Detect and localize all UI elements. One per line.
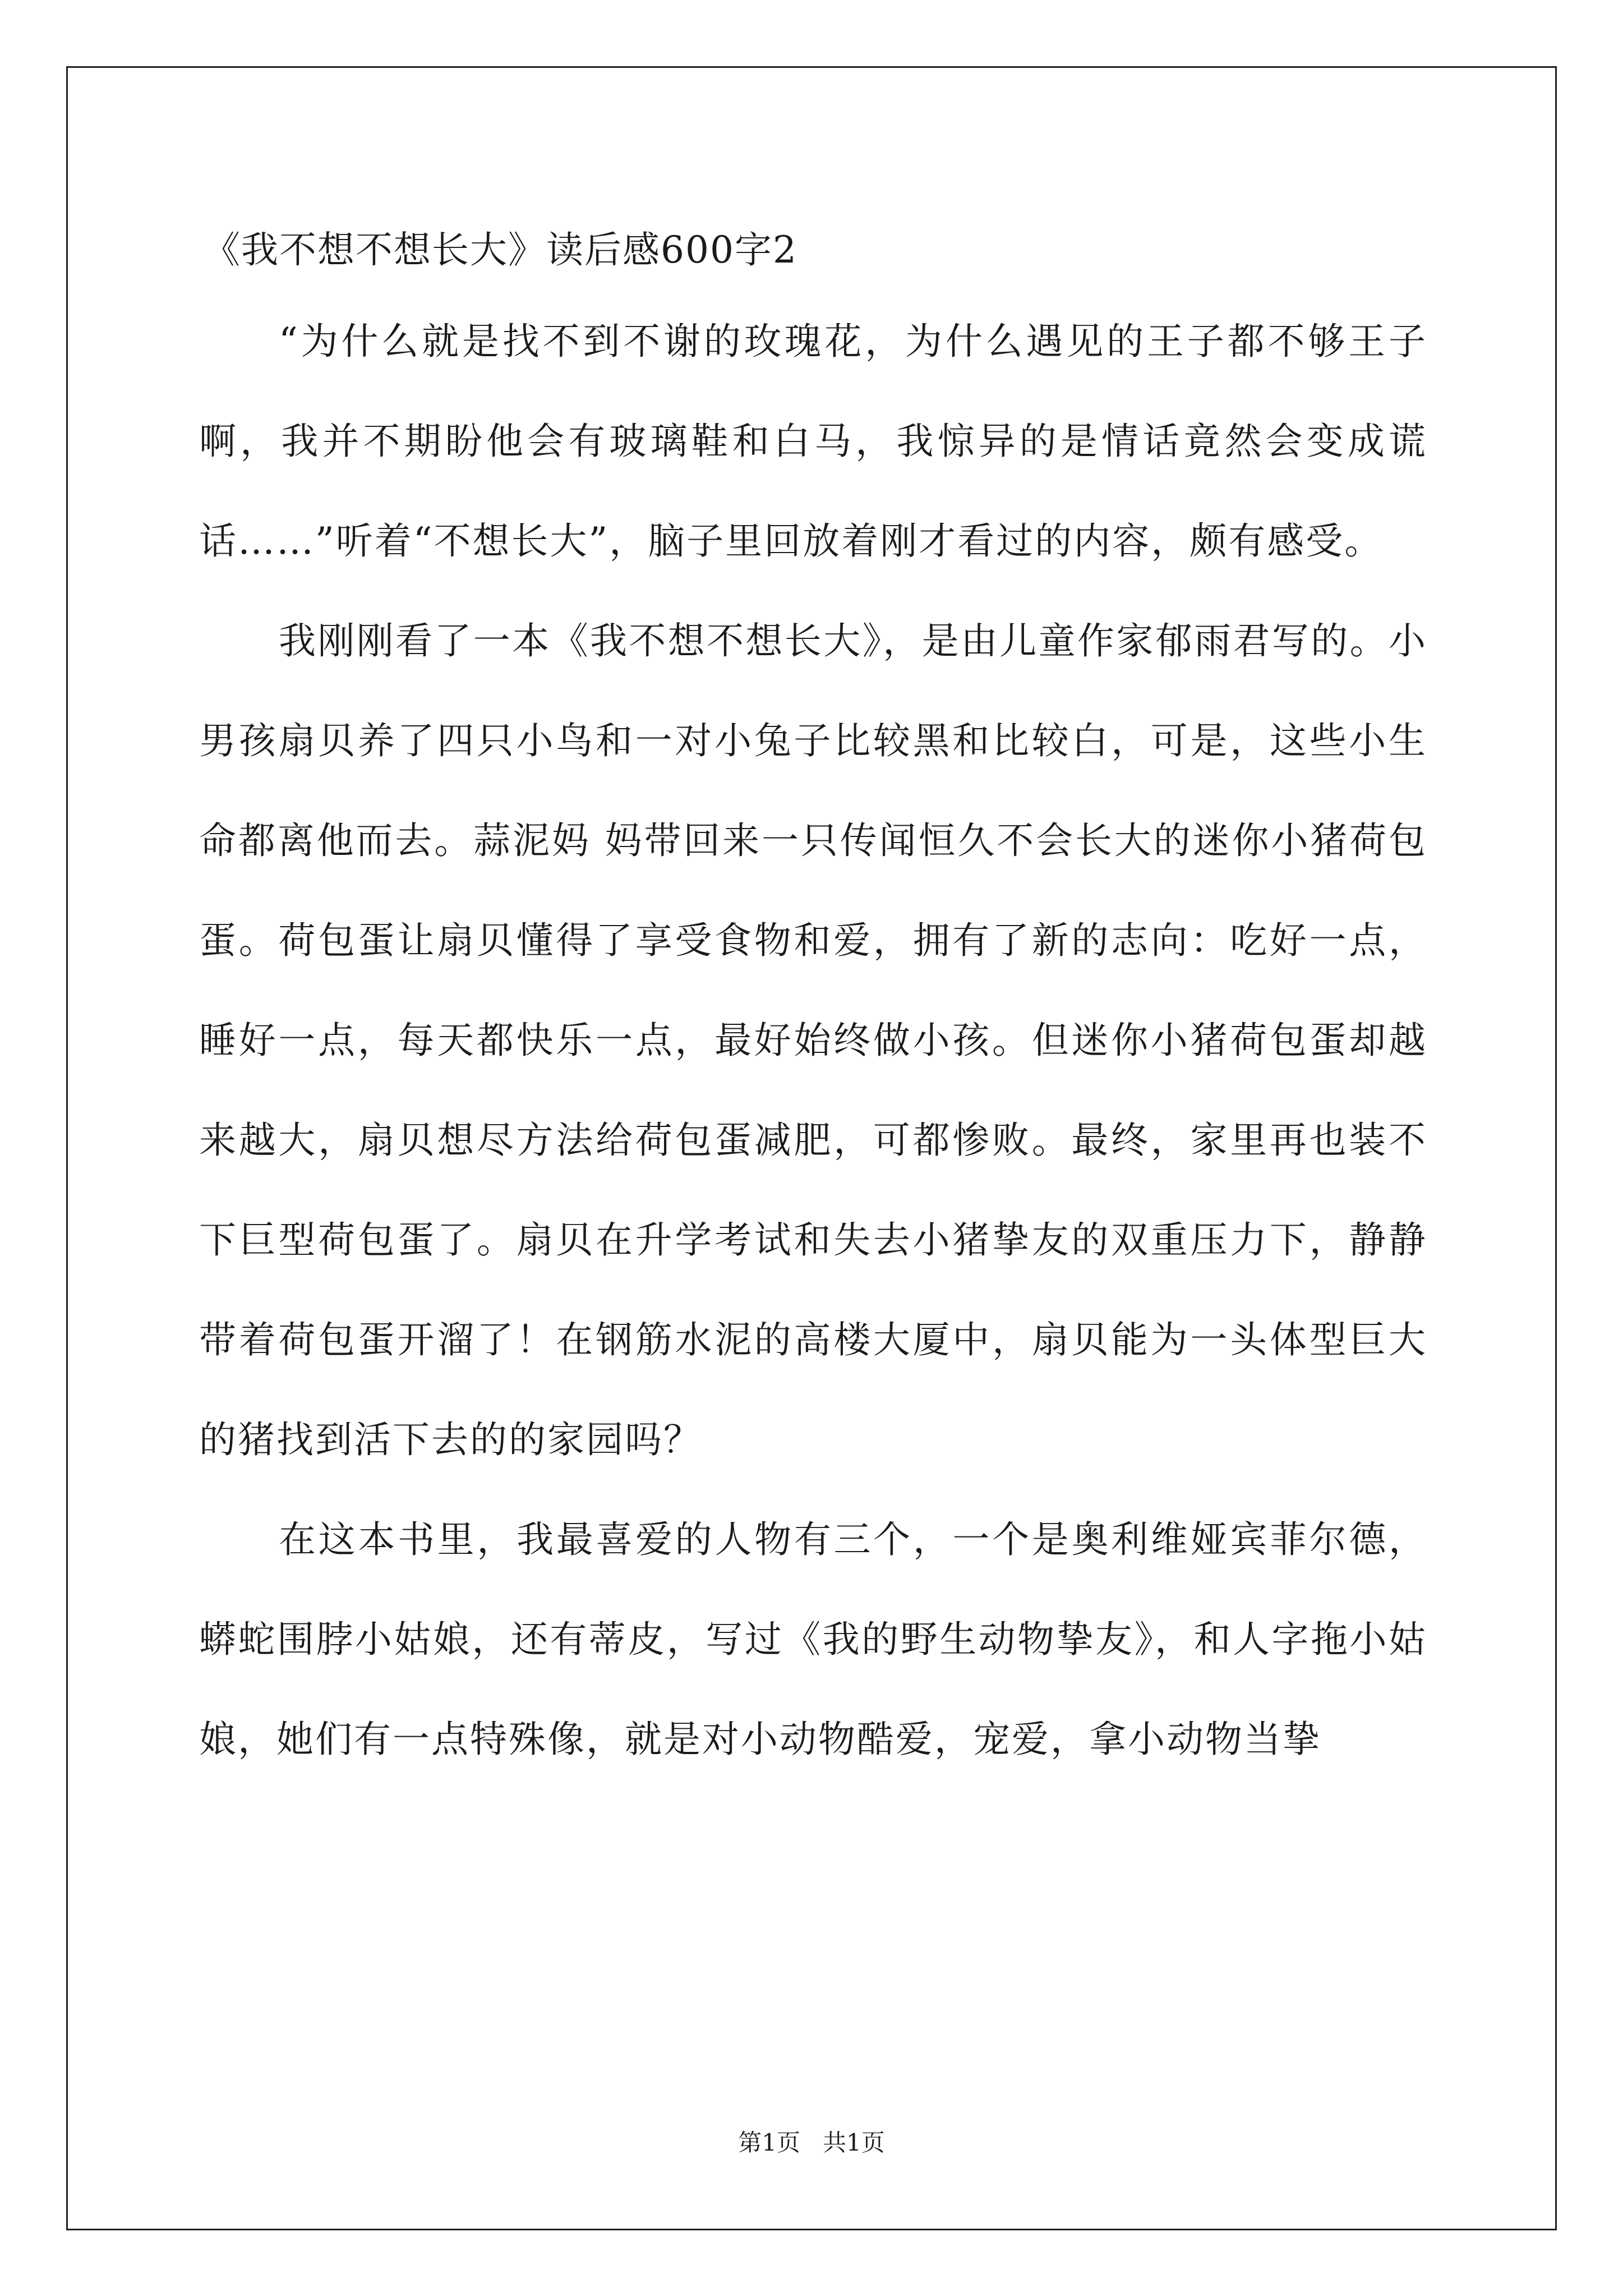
paragraph-2: 我刚刚看了一本《我不想不想长大》，是由儿童作家郁雨君写的。小男孩扇贝养了四只小鸟和一对小兔子比较黑和比较白，可是，这些小生命都离他而去。蒜泥妈 妈带回来一只传闻恒久不会长大的迷你小猪荷包蛋。荷包蛋让扇贝懂得了享受食物和爱，拥有了新的志向：吃好一点，睡好一点，每天都快乐一点，最好始终做小孩。但迷你小猪荷包蛋却越来越大，扇贝想尽方法给荷包蛋减肥，可都惨败。最终，家里再也装不下巨型荷包蛋了。扇贝在升学考试和失去小猪挚友的双重压力下，静静带着荷包蛋开溜了！在钢筋水泥的高楼大厦中，扇贝能为一头体型巨大的猪找到活下去的的家园吗？: [199, 619, 1427, 1461]
page-number-footer: 第1页 共1页: [738, 2129, 885, 2156]
document-title: 《我不想不想长大》读后感600字2: [203, 228, 797, 272]
paragraph-1: “为什么就是找不到不谢的玫瑰花，为什么遇见的王子都不够王子啊，我并不期盼他会有玻璃鞋和白马，我惊异的是情话竟然会变成谎话……”听着“不想长大”，脑子里回放着刚才看过的内容，颇有感受。: [199, 320, 1427, 563]
paragraph-3: 在这本书里，我最喜爱的人物有三个，一个是奥利维娅宾菲尔德，蟒蛇围脖小姑娘，还有蒂皮，写过《我的野生动物挚友》，和人字拖小姑娘，她们有一点特殊像，就是对小动物酷爱，宠爱，拿小动物当挚: [199, 1518, 1427, 1761]
document-body: [199, 292, 1427, 1789]
